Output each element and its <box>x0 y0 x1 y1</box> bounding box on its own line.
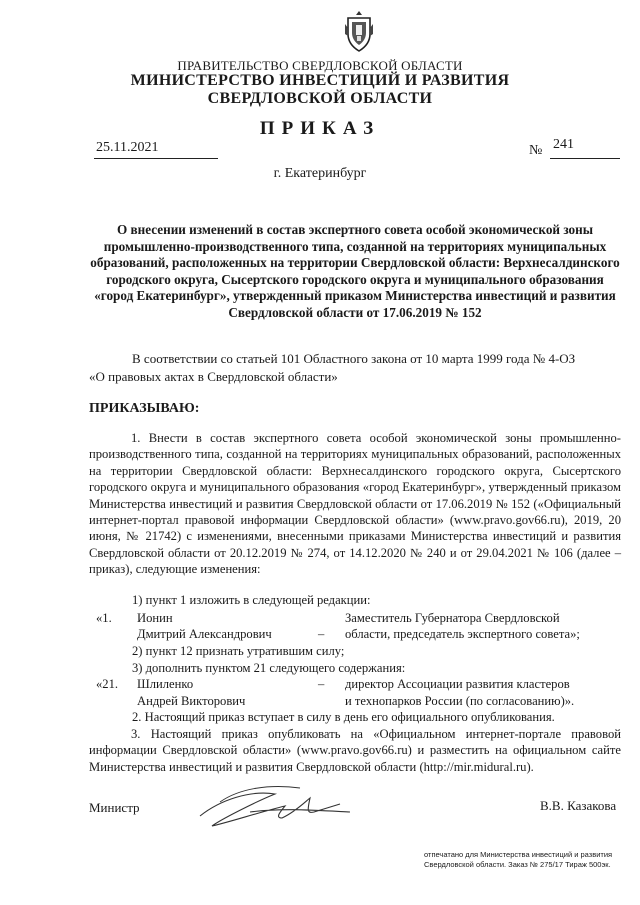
order-word: ПРИКАЗЫВАЮ: <box>89 401 200 416</box>
document-type: ПРИКАЗ <box>259 118 381 139</box>
preamble-line-1: В соответствии со статьей 101 Областного закона от 10 марта 1999 года № 4-ОЗ <box>132 351 576 366</box>
entry-2-position-1: директор Ассоциации развития кластеров <box>345 677 570 691</box>
entry-2-names: Андрей Викторович <box>137 694 246 708</box>
coat-of-arms-icon <box>344 10 374 52</box>
entry-2-position-2: и технопарков России (по согласованию)». <box>345 694 575 708</box>
city: г. Екатеринбург <box>273 166 367 181</box>
entry-1-position-1: Заместитель Губернатора Свердловской <box>345 611 560 625</box>
item-2: 2. Настоящий приказ вступает в силу в день его официального опубликования. <box>132 710 555 724</box>
footer-line-2: Свердловской области. Заказ № 275/17 Тираж 500эк. <box>424 860 611 869</box>
ministry-name: МИНИСТЕРСТВО ИНВЕСТИЦИЙ И РАЗВИТИЯ <box>130 72 510 89</box>
order-number: 241 <box>553 137 574 152</box>
signature-position: Министр <box>89 800 140 815</box>
entry-2-number: «21. <box>96 677 119 691</box>
date-underline <box>94 158 218 159</box>
entry-2-surname: Шлиленко <box>137 677 194 691</box>
entry-1-surname: Ионин <box>137 611 173 625</box>
signatory-name: В.В. Казакова <box>540 798 617 813</box>
entry-1-number: «1. <box>96 611 112 625</box>
number-sign: № <box>529 143 543 158</box>
entry-1-dash: – <box>318 627 325 641</box>
entry-1-position-2: области, председатель экспертного совета»; <box>345 627 580 641</box>
entry-1-names: Дмитрий Александрович <box>137 627 272 641</box>
subitem-2: 2) пункт 12 признать утратившим силу; <box>132 644 345 658</box>
item-3-block <box>89 726 621 775</box>
signature-icon <box>190 782 365 837</box>
order-body <box>89 430 621 578</box>
order-date: 25.11.2021 <box>96 140 159 155</box>
item-3: 3. Настоящий приказ опубликовать на «Официальном интернет-портале правовой информации Свердловской области» (www.pravo.gov66.ru) и разместить на официальном сайте Министерства инвестиций и развития Свердловской области (http://mir.midural.ru). <box>89 727 621 774</box>
number-underline <box>550 158 620 159</box>
subitem-3: 3) дополнить пунктом 21 следующего содержания: <box>132 661 406 675</box>
preamble-line-2: «О правовых актах в Свердловской области» <box>89 369 338 384</box>
item-1: 1. Внести в состав экспертного совета особой экономической зоны промышленно-производственного типа, созданной на территориях муниципальных образований, расположенных на территории Свердловской области: Верхнесалдинского городского округа, Сысертского городского округа и муниципального образования «город Екатеринбург», утвержденный приказом Министерства инвестиций и развития Свердловской области от 17.06.2019 № 152 («Официальный интернет-портал правовой информации Свердловской области» (www.pravo.gov66.ru), 2019, 20 июня, № 21742) с изменениями, внесенными приказами Министерства инвестиций и развития Свердловской области от 20.12.2019 № 274, от 14.12.2020 № 240 и от 29.04.2021 № 106 (далее – приказ), следующие изменения: <box>89 431 621 577</box>
footer-line-1: отпечатано для Министерства инвестиций и развития <box>424 850 613 859</box>
ministry-region: СВЕРДЛОВСКОЙ ОБЛАСТИ <box>207 90 433 107</box>
order-title: О внесении изменений в состав экспертного совета особой экономической зоны промышленно-производственного типа, созданной на территориях муниципальных образований, расположенных на территории Свердловской области: Верхнесалдинского городского округа, Сысертского городского округа и муниципального образования «город Екатеринбург», утвержденный приказом Министерства инвестиций и развития Свердловской области от 17.06.2019 № 152 <box>90 222 620 320</box>
government-name: ПРАВИТЕЛЬСТВО СВЕРДЛОВСКОЙ ОБЛАСТИ <box>177 58 463 73</box>
subitem-1: 1) пункт 1 изложить в следующей редакции: <box>132 593 371 607</box>
entry-2-dash: – <box>318 677 325 691</box>
print-footer <box>424 850 612 870</box>
